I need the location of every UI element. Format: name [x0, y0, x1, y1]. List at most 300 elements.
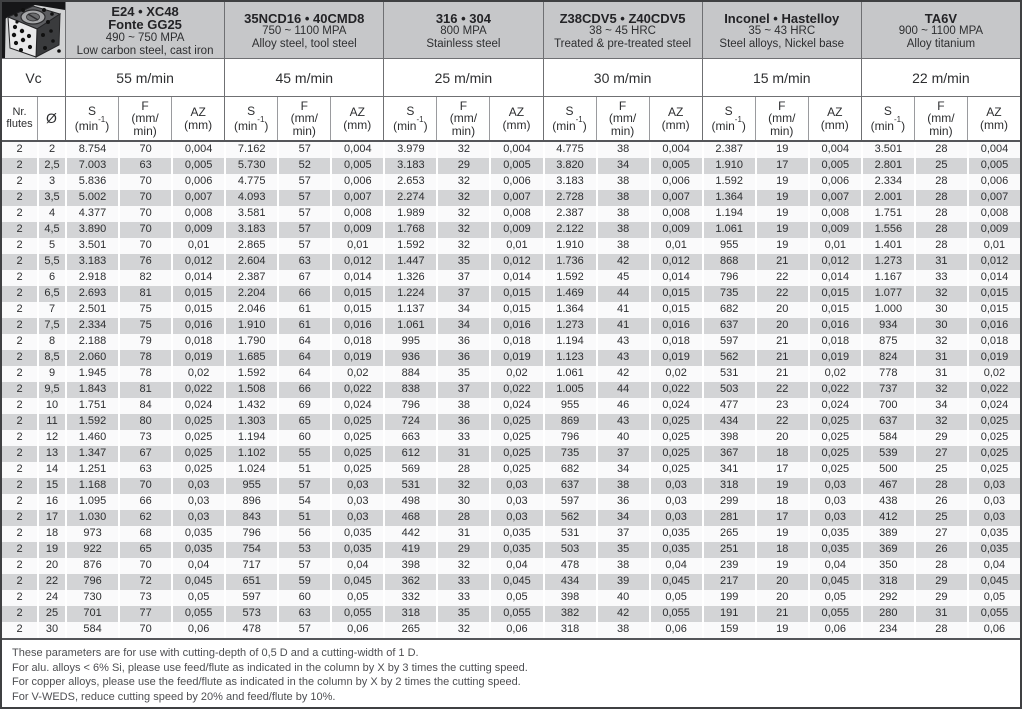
cell-az: 0,014	[808, 270, 861, 286]
cell-f: 36	[436, 414, 489, 430]
cell-s: 1.790	[224, 334, 277, 350]
cell-az: 0,02	[808, 366, 861, 382]
cell-s: 367	[702, 446, 755, 462]
cell-s: 3.501	[861, 142, 914, 158]
cell-s: 4.093	[224, 190, 277, 206]
material-title: Inconel • Hastelloy	[724, 10, 840, 26]
cell-s: 700	[861, 398, 914, 414]
cell-diameter: 9,5	[37, 382, 65, 398]
column-header-s: S $(\min^{-1})$	[383, 97, 436, 140]
cell-f: 66	[277, 382, 330, 398]
cell-az: 0,009	[967, 222, 1020, 238]
cell-f: 65	[118, 542, 171, 558]
cell-s: 531	[543, 526, 596, 542]
cell-az: 0,045	[967, 574, 1020, 590]
cell-s: 1.460	[65, 430, 118, 446]
cell-f: 53	[277, 542, 330, 558]
cell-s: 531	[702, 366, 755, 382]
cell-f: 20	[755, 590, 808, 606]
cell-s: 2.122	[543, 222, 596, 238]
cell-az: 0,01	[330, 238, 383, 254]
cell-az: 0,005	[808, 158, 861, 174]
cell-f: 32	[436, 206, 489, 222]
material-title2: Fonte GG25	[108, 17, 182, 33]
cell-f: 70	[118, 622, 171, 638]
cell-az: 0,025	[967, 430, 1020, 446]
cell-s: 2.274	[383, 190, 436, 206]
cell-f: 28	[914, 478, 967, 494]
cell-s: 934	[861, 318, 914, 334]
cell-s: 318	[702, 478, 755, 494]
cell-s: 1.910	[224, 318, 277, 334]
note-line: These parameters are for use with cutting-depth of 0,5 D and a cutting-width of 1 D.	[12, 647, 419, 659]
cell-f: 17	[755, 158, 808, 174]
cell-diameter: 15	[37, 478, 65, 494]
cell-s: 2.334	[861, 174, 914, 190]
cell-flutes: 2	[2, 590, 37, 606]
cell-f: 20	[755, 318, 808, 334]
cell-az: 0,012	[649, 254, 702, 270]
table-row	[2, 622, 1020, 638]
cell-s: 159	[702, 622, 755, 638]
vc-value-z38cdv5: 30 m/min	[543, 59, 702, 96]
cell-diameter: 25	[37, 606, 65, 622]
cell-az: 0,018	[808, 334, 861, 350]
material-title: 316 • 304	[435, 10, 491, 26]
cell-f: 32	[914, 414, 967, 430]
cell-az: 0,024	[808, 398, 861, 414]
cell-f: 77	[118, 606, 171, 622]
cell-s: 4.775	[543, 142, 596, 158]
cell-s: 1.251	[65, 462, 118, 478]
cell-f: 27	[914, 526, 967, 542]
cell-diameter: 9	[37, 366, 65, 382]
column-header-az: AZ (mm)	[171, 97, 224, 140]
table-row	[2, 478, 1020, 494]
cell-az: 0,004	[649, 142, 702, 158]
cell-s: 730	[65, 590, 118, 606]
cell-az: 0,012	[171, 254, 224, 270]
cell-az: 0,015	[808, 286, 861, 302]
cell-az: 0,018	[171, 334, 224, 350]
cell-az: 0,025	[649, 446, 702, 462]
cell-s: 562	[702, 350, 755, 366]
cell-s: 382	[543, 606, 596, 622]
cell-f: 66	[277, 286, 330, 302]
cell-s: 398	[543, 590, 596, 606]
cell-s: 922	[65, 542, 118, 558]
cell-f: 19	[755, 174, 808, 190]
cell-f: 33	[436, 430, 489, 446]
cell-s: 1.736	[543, 254, 596, 270]
cell-s: 251	[702, 542, 755, 558]
cell-f: 38	[596, 478, 649, 494]
column-header-f: F (mm/ min)	[755, 97, 808, 140]
cell-az: 0,03	[808, 510, 861, 526]
cell-s: 398	[383, 558, 436, 574]
cell-az: 0,016	[808, 318, 861, 334]
cell-flutes: 2	[2, 302, 37, 318]
cell-f: 57	[277, 478, 330, 494]
cell-s: 612	[383, 446, 436, 462]
cell-s: 838	[383, 382, 436, 398]
table-row	[2, 334, 1020, 350]
cell-s: 955	[224, 478, 277, 494]
machined-block-image	[2, 2, 65, 58]
cell-s: 199	[702, 590, 755, 606]
cell-az: 0,035	[489, 542, 542, 558]
cell-diameter: 22	[37, 574, 65, 590]
cell-az: 0,022	[967, 382, 1020, 398]
cell-s: 875	[861, 334, 914, 350]
cell-flutes: 2	[2, 142, 37, 158]
cell-az: 0,025	[808, 414, 861, 430]
cell-az: 0,007	[649, 190, 702, 206]
cell-az: 0,007	[171, 190, 224, 206]
cell-s: 1.061	[383, 318, 436, 334]
cell-s: 2.653	[383, 174, 436, 190]
cell-s: 7.003	[65, 158, 118, 174]
cell-f: 26	[914, 494, 967, 510]
cell-f: 36	[436, 334, 489, 350]
cell-f: 28	[436, 510, 489, 526]
cell-f: 32	[914, 382, 967, 398]
table-row	[2, 606, 1020, 622]
cell-az: 0,012	[330, 254, 383, 270]
cell-diameter: 30	[37, 622, 65, 638]
cell-flutes: 2	[2, 190, 37, 206]
cell-az: 0,06	[330, 622, 383, 638]
cell-s: 778	[861, 366, 914, 382]
cell-f: 42	[596, 366, 649, 382]
cell-az: 0,06	[489, 622, 542, 638]
cell-s: 796	[702, 270, 755, 286]
cell-s: 468	[383, 510, 436, 526]
table-row	[2, 142, 1020, 158]
cell-f: 72	[118, 574, 171, 590]
cell-s: 701	[65, 606, 118, 622]
cell-az: 0,05	[489, 590, 542, 606]
cell-s: 1.303	[224, 414, 277, 430]
table-row	[2, 158, 1020, 174]
cell-f: 17	[755, 510, 808, 526]
cell-f: 28	[914, 238, 967, 254]
cell-f: 38	[596, 238, 649, 254]
cell-flutes: 2	[2, 222, 37, 238]
cell-f: 20	[755, 430, 808, 446]
cell-az: 0,03	[489, 510, 542, 526]
cell-az: 0,03	[649, 478, 702, 494]
cell-az: 0,05	[967, 590, 1020, 606]
cell-flutes: 2	[2, 414, 37, 430]
cell-az: 0,004	[808, 142, 861, 158]
cell-f: 38	[596, 206, 649, 222]
cell-f: 73	[118, 430, 171, 446]
cell-az: 0,009	[808, 222, 861, 238]
note-line: For V-WEDS, reduce cutting speed by 20% and feed/flute by 10%.	[12, 690, 336, 703]
cell-flutes: 2	[2, 430, 37, 446]
material-strength: 800 MPA	[440, 25, 487, 37]
cell-f: 62	[118, 510, 171, 526]
cell-s: 1.095	[65, 494, 118, 510]
cell-az: 0,007	[330, 190, 383, 206]
cell-f: 25	[914, 462, 967, 478]
cell-az: 0,012	[967, 254, 1020, 270]
column-header-az: AZ (mm)	[649, 97, 702, 140]
material-title: Z38CDV5 • Z40CDV5	[559, 10, 686, 26]
cell-az: 0,008	[967, 206, 1020, 222]
cell-f: 34	[596, 510, 649, 526]
cell-s: 1.432	[224, 398, 277, 414]
cell-f: 26	[914, 542, 967, 558]
cell-az: 0,024	[649, 398, 702, 414]
cell-s: 569	[383, 462, 436, 478]
cell-s: 637	[861, 414, 914, 430]
cell-f: 51	[277, 510, 330, 526]
cell-diameter: 3,5	[37, 190, 65, 206]
cell-az: 0,018	[489, 334, 542, 350]
cell-s: 350	[861, 558, 914, 574]
cell-az: 0,035	[649, 542, 702, 558]
cell-az: 0,016	[489, 318, 542, 334]
cell-f: 30	[436, 494, 489, 510]
cell-az: 0,008	[808, 206, 861, 222]
cell-flutes: 2	[2, 254, 37, 270]
cell-diameter: 8	[37, 334, 65, 350]
material-group-z38cdv5	[543, 2, 702, 58]
cell-flutes: 2	[2, 606, 37, 622]
cell-f: 67	[277, 270, 330, 286]
cell-s: 2.501	[65, 302, 118, 318]
cell-f: 21	[755, 334, 808, 350]
cell-az: 0,015	[649, 302, 702, 318]
cell-az: 0,04	[330, 558, 383, 574]
cell-f: 51	[277, 462, 330, 478]
cell-f: 19	[755, 558, 808, 574]
cell-s: 318	[383, 606, 436, 622]
cell-s: 265	[702, 526, 755, 542]
cell-flutes: 2	[2, 510, 37, 526]
cell-f: 34	[436, 302, 489, 318]
cell-az: 0,012	[808, 254, 861, 270]
cell-s: 3.890	[65, 222, 118, 238]
cell-f: 37	[436, 382, 489, 398]
table-row	[2, 494, 1020, 510]
cell-diameter: 11	[37, 414, 65, 430]
cell-flutes: 2	[2, 270, 37, 286]
cell-f: 32	[914, 286, 967, 302]
cell-f: 78	[118, 350, 171, 366]
cell-az: 0,008	[489, 206, 542, 222]
cell-f: 21	[755, 254, 808, 270]
cell-s: 503	[543, 542, 596, 558]
machined-block-photo	[2, 2, 65, 58]
cell-s: 1.556	[861, 222, 914, 238]
column-header-diameter: Ø	[37, 97, 65, 140]
cell-az: 0,016	[171, 318, 224, 334]
cell-f: 29	[436, 542, 489, 558]
cell-f: 59	[277, 574, 330, 590]
cell-s: 5.002	[65, 190, 118, 206]
cell-f: 36	[596, 494, 649, 510]
cell-s: 369	[861, 542, 914, 558]
cell-s: 1.751	[861, 206, 914, 222]
cell-s: 955	[702, 238, 755, 254]
cell-f: 32	[436, 478, 489, 494]
cell-s: 412	[861, 510, 914, 526]
cell-s: 2.865	[224, 238, 277, 254]
cell-f: 33	[914, 270, 967, 286]
cell-az: 0,04	[967, 558, 1020, 574]
cell-s: 1.168	[65, 478, 118, 494]
column-header-az: AZ (mm)	[489, 97, 542, 140]
cell-az: 0,015	[967, 286, 1020, 302]
cell-f: 66	[118, 494, 171, 510]
cell-s: 1.508	[224, 382, 277, 398]
material-strength: 490 ~ 750 MPA	[105, 31, 185, 44]
cell-diameter: 17	[37, 510, 65, 526]
cell-az: 0,008	[330, 206, 383, 222]
cell-az: 0,045	[489, 574, 542, 590]
cell-az: 0,006	[967, 174, 1020, 190]
cell-f: 31	[436, 526, 489, 542]
cell-s: 318	[543, 622, 596, 638]
cell-f: 57	[277, 222, 330, 238]
cell-az: 0,022	[171, 382, 224, 398]
cell-az: 0,005	[489, 158, 542, 174]
cell-az: 0,025	[967, 446, 1020, 462]
cell-s: 876	[65, 558, 118, 574]
cell-s: 1.989	[383, 206, 436, 222]
cell-s: 973	[65, 526, 118, 542]
cell-az: 0,025	[330, 430, 383, 446]
cell-s: 1.347	[65, 446, 118, 462]
cell-s: 682	[702, 302, 755, 318]
table-row	[2, 206, 1020, 222]
cell-s: 597	[224, 590, 277, 606]
cell-s: 8.754	[65, 142, 118, 158]
cell-az: 0,06	[967, 622, 1020, 638]
cell-s: 1.194	[543, 334, 596, 350]
cell-az: 0,009	[330, 222, 383, 238]
cell-az: 0,015	[808, 302, 861, 318]
cell-az: 0,03	[808, 478, 861, 494]
cell-az: 0,03	[967, 510, 1020, 526]
cell-s: 584	[65, 622, 118, 638]
cell-f: 31	[914, 350, 967, 366]
cell-f: 37	[436, 270, 489, 286]
cell-diameter: 13	[37, 446, 65, 462]
cell-f: 32	[436, 622, 489, 638]
cell-flutes: 2	[2, 382, 37, 398]
cell-s: 477	[702, 398, 755, 414]
cell-az: 0,016	[649, 318, 702, 334]
cell-az: 0,024	[171, 398, 224, 414]
cell-az: 0,025	[649, 462, 702, 478]
cell-az: 0,06	[171, 622, 224, 638]
table-row	[2, 382, 1020, 398]
cell-az: 0,035	[330, 542, 383, 558]
cell-s: 724	[383, 414, 436, 430]
cell-f: 21	[755, 350, 808, 366]
cell-az: 0,015	[171, 302, 224, 318]
cell-s: 597	[543, 494, 596, 510]
cell-flutes: 2	[2, 526, 37, 542]
cell-f: 34	[914, 398, 967, 414]
cell-f: 33	[436, 574, 489, 590]
cell-f: 37	[596, 446, 649, 462]
cell-f: 27	[914, 446, 967, 462]
column-header-az: AZ (mm)	[967, 97, 1020, 140]
cell-s: 234	[861, 622, 914, 638]
cell-f: 43	[596, 334, 649, 350]
cell-f: 32	[436, 190, 489, 206]
cell-s: 562	[543, 510, 596, 526]
cell-az: 0,025	[330, 446, 383, 462]
cell-s: 2.387	[224, 270, 277, 286]
cell-az: 0,025	[649, 414, 702, 430]
cell-az: 0,025	[808, 446, 861, 462]
cell-s: 191	[702, 606, 755, 622]
cell-f: 35	[436, 366, 489, 382]
cell-az: 0,035	[967, 526, 1020, 542]
cell-f: 38	[596, 558, 649, 574]
cell-s: 1.910	[543, 238, 596, 254]
cell-az: 0,025	[171, 462, 224, 478]
material-group-ta6v	[861, 2, 1020, 58]
cell-az: 0,006	[489, 174, 542, 190]
cell-az: 0,015	[967, 302, 1020, 318]
cell-f: 61	[277, 302, 330, 318]
cell-f: 57	[277, 558, 330, 574]
cell-s: 498	[383, 494, 436, 510]
cell-f: 21	[755, 366, 808, 382]
cell-s: 2.728	[543, 190, 596, 206]
cell-f: 28	[914, 190, 967, 206]
table-row	[2, 462, 1020, 478]
cell-f: 73	[118, 590, 171, 606]
material-title: E24 • XC48	[111, 3, 179, 19]
column-header-s: S $(\min^{-1})$	[861, 97, 914, 140]
cell-az: 0,025	[967, 462, 1020, 478]
cell-s: 896	[224, 494, 277, 510]
cell-f: 30	[914, 318, 967, 334]
cell-f: 70	[118, 190, 171, 206]
cell-az: 0,035	[649, 526, 702, 542]
cell-s: 2.334	[65, 318, 118, 334]
cell-diameter: 14	[37, 462, 65, 478]
cell-az: 0,03	[171, 510, 224, 526]
cell-f: 19	[755, 142, 808, 158]
table-row	[2, 174, 1020, 190]
table-row	[2, 510, 1020, 526]
cell-f: 28	[914, 142, 967, 158]
cell-az: 0,022	[808, 382, 861, 398]
cell-s: 735	[543, 446, 596, 462]
cell-az: 0,03	[171, 478, 224, 494]
cell-s: 265	[383, 622, 436, 638]
cell-az: 0,03	[489, 494, 542, 510]
cell-az: 0,04	[808, 558, 861, 574]
cell-az: 0,055	[489, 606, 542, 622]
cell-s: 2.801	[861, 158, 914, 174]
table-row	[2, 542, 1020, 558]
cell-s: 1.401	[861, 238, 914, 254]
cell-s: 796	[224, 526, 277, 542]
cell-f: 57	[277, 190, 330, 206]
cell-diameter: 6	[37, 270, 65, 286]
cell-s: 2.387	[702, 142, 755, 158]
